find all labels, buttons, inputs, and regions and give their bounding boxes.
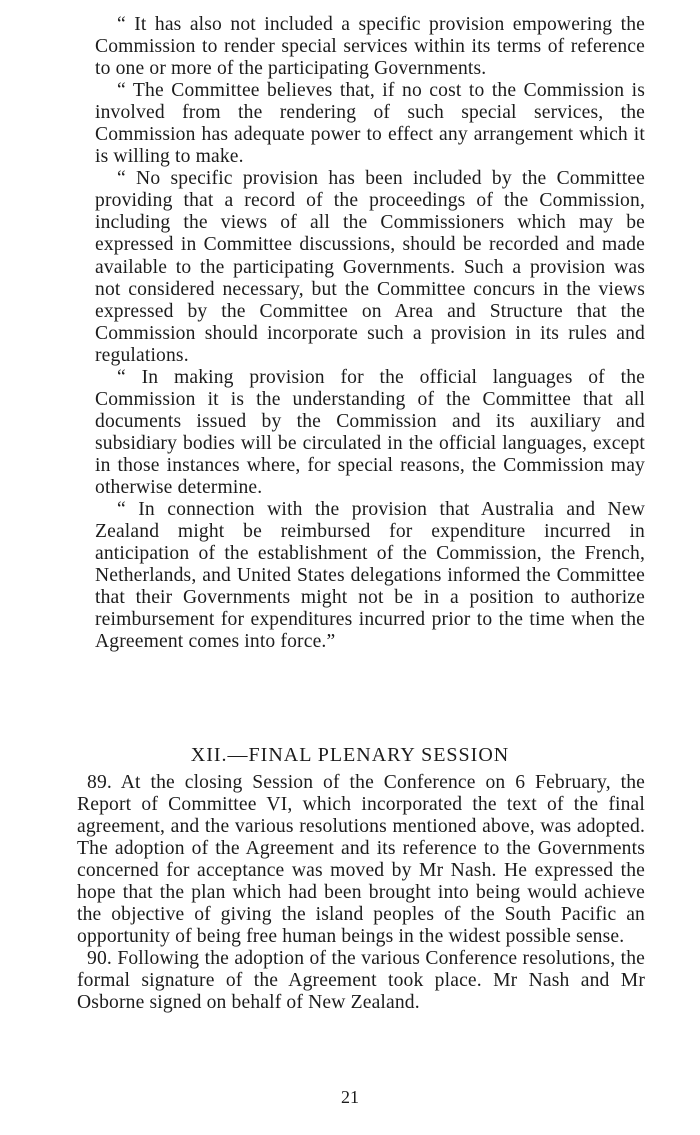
quoted-committee-report [95, 14, 645, 653]
numbered-paragraph: 89. At the closing Session of the Conference on 6 February, the Report of Committee VI, which incorporated the text of the final agreement, and the various resolutions mentioned above, was adopted. The adoption of the Agreement and its reference to the Governments concerned for acceptance was moved by Mr Nash. He expressed the hope that the plan which had been brought into being would achieve the objective of giving the island peoples of the South Pacific an opportunity of being free human beings in the widest possible sense. [77, 772, 645, 948]
quoted-paragraph: “ No specific provision has been included by the Committee providing that a record of the proceedings of the Commission, including the views of all the Commissioners which may be expressed in Committee discussions, should be recorded and made available to the participating Governments. Such a provision was not considered necessary, but the Committee concurs in the views expressed by the Committee on Area and Structure that the Commission should incorporate such a provision in its rules and regulations. [95, 168, 645, 366]
quoted-paragraph: “ It has also not included a specific provision empowering the Commission to render special services within its terms of reference to one or more of the participating Governments. [95, 14, 645, 80]
quoted-paragraph: “ In making provision for the official languages of the Commission it is the understanding of the Committee that all documents issued by the Commission and its auxiliary and subsidiary bodies will be circulated in the official languages, except in those instances where, for special reasons, the Commission may otherwise determine. [95, 366, 645, 498]
quoted-paragraph: “ In connection with the provision that Australia and New Zealand might be reimbursed for expenditure incurred in anticipation of the establishment of the Commission, the French, Netherlands, and United States delegations informed the Committee that their Governments might not be in a position to authorize reimbursement for expenditures incurred prior to the time when the Agreement comes into force.” [95, 499, 645, 653]
numbered-paragraph: 90. Following the adoption of the various Conference resolutions, the formal signature of the Agreement took place. Mr Nash and Mr Osborne signed on behalf of New Zealand. [77, 948, 645, 1014]
quoted-paragraph: “ The Committee believes that, if no cost to the Commission is involved from the rendering of such special services, the Commission has adequate power to effect any arrangement which it is willing to make. [95, 80, 645, 168]
page-number: 21 [341, 1087, 359, 1107]
section-heading: XII.—FINAL PLENARY SESSION [190, 744, 510, 766]
section-body [77, 772, 645, 1015]
